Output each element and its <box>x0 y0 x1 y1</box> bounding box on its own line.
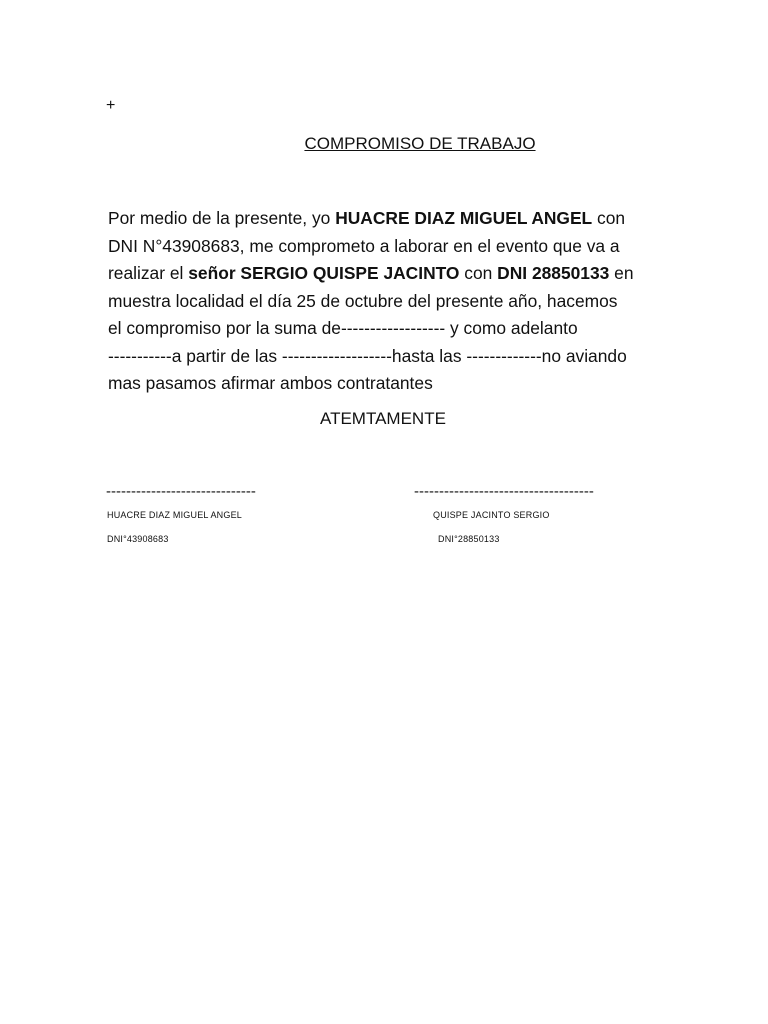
signature-line-right: ------------------------------------ <box>414 483 594 500</box>
body-line-7: mas pasamos afirmar ambos contratantes <box>108 373 433 393</box>
body-line-4: muestra localidad el día 25 de octubre del presente año, hacemos <box>108 290 618 311</box>
document-title: COMPROMISO DE TRABAJO <box>304 134 536 153</box>
signature-dni-right: DNI°28850133 <box>438 534 500 544</box>
signature-line-left: ------------------------------ <box>106 483 256 500</box>
employer-dni-bold: DNI 28850133 <box>497 263 610 283</box>
signature-dni-left: DNI°43908683 <box>107 534 169 544</box>
signature-name-left: HUACRE DIAZ MIGUEL ANGEL <box>107 510 242 520</box>
signature-name-right: QUISPE JACINTO SERGIO <box>433 510 550 520</box>
body-line-3 <box>108 260 688 288</box>
plus-marker: + <box>106 97 116 114</box>
body-text-segment: con <box>592 208 626 228</box>
closing-salutation: ATEMTAMENTE <box>320 409 446 428</box>
body-line-6: -----------a partir de las -------------------hasta las -------------no aviando <box>108 345 627 366</box>
body-line-5: el compromiso por la suma de------------------ y como adelanto <box>108 318 578 338</box>
body-line-2: DNI N°43908683, me comprometo a laborar en el evento que va a <box>108 235 620 256</box>
worker-name-bold: HUACRE DIAZ MIGUEL ANGEL <box>335 208 593 228</box>
body-line-1 <box>108 205 688 233</box>
employer-name-bold: señor SERGIO QUISPE JACINTO <box>188 263 460 283</box>
body-text-segment: en <box>609 263 634 283</box>
body-text-segment: Por medio de la presente, yo <box>108 208 336 228</box>
document-body <box>108 205 688 398</box>
body-text-segment: realizar el <box>108 263 189 283</box>
body-text-segment: con <box>459 263 498 283</box>
